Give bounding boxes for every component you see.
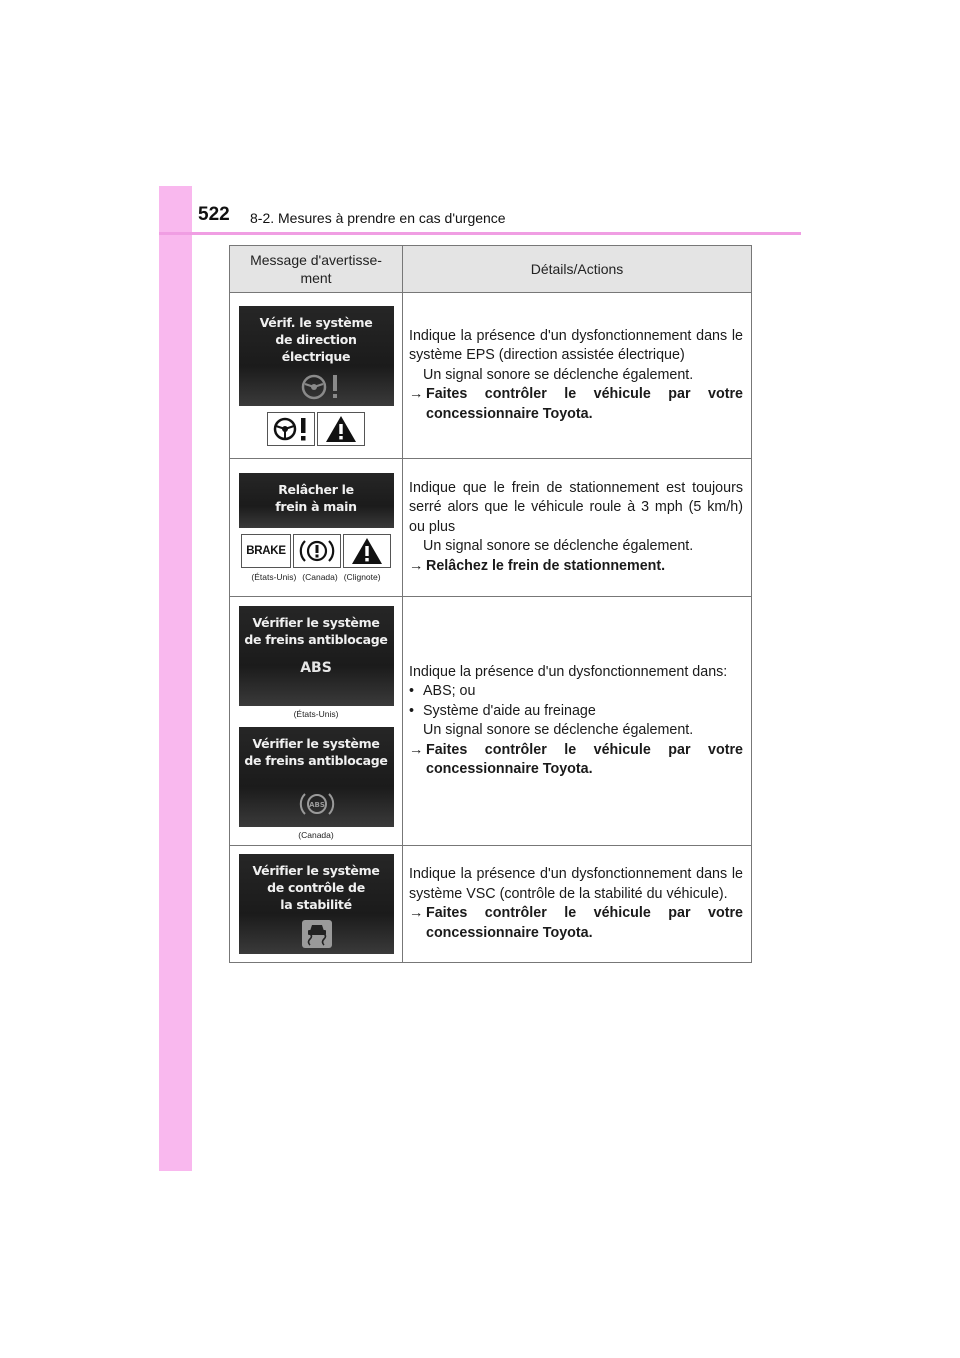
table-row	[230, 846, 752, 963]
display-screen	[239, 306, 394, 406]
arrow-icon: →	[409, 741, 424, 758]
abs-text-icon: ABS	[300, 660, 332, 676]
screen-text: Vérifier le système de freins antiblocage	[244, 615, 388, 647]
message-cell	[230, 459, 403, 597]
eps-warning-icon-box	[267, 412, 315, 446]
screen-text: Vérifier le système de freins antiblocage	[244, 736, 388, 768]
action-text: Faites contrôler le véhicule par votre concessionnaire Toyota.	[426, 386, 743, 422]
arrow-icon: →	[409, 386, 424, 403]
brake-warning-icon	[298, 536, 336, 566]
arrow-icon: →	[409, 905, 424, 921]
abs-circle-icon	[297, 789, 337, 819]
warning-messages-table	[229, 245, 752, 963]
details-cell	[403, 846, 752, 963]
section-title: 8-2. Mesures à prendre en cas d'urgence	[250, 210, 506, 226]
svg-text:ABS: ABS	[308, 801, 325, 809]
details-cell	[403, 293, 752, 459]
message-cell	[230, 846, 403, 963]
details-text: Indique la présence d'un dysfonctionnement dans le système VSC (contrôle de la stabilité du véhicule).	[409, 866, 743, 902]
action-text: Relâchez le frein de stationnement.	[426, 557, 666, 574]
header-details: Détails/Actions	[403, 246, 752, 293]
table-header-row	[230, 246, 752, 293]
caption-usa: (États-Unis)	[251, 572, 297, 582]
arrow-icon: →	[409, 557, 424, 574]
master-warning-icon-box	[317, 412, 365, 446]
details-text: Indique la présence d'un dysfonctionnement dans le système EPS (direction assistée électrique)	[409, 327, 743, 364]
display-screen	[239, 473, 394, 528]
list-item: • Système d'aide au freinage	[409, 702, 596, 719]
message-cell	[230, 597, 403, 846]
brake-text-icon: BRAKE	[246, 545, 286, 557]
warning-triangle-icon	[350, 536, 384, 566]
screen-text: Vérifier le système de contrôle de la stabilité	[252, 863, 380, 912]
brake-circle-icon-box	[293, 534, 341, 568]
details-cell	[403, 459, 752, 597]
display-screen	[239, 854, 394, 954]
header-rule	[159, 232, 801, 235]
details-cell	[403, 597, 752, 846]
master-warning-icon-box	[343, 534, 391, 568]
skid-control-icon	[301, 919, 333, 949]
sound-text: Un signal sonore se déclenche également.	[423, 366, 694, 383]
table-row	[230, 293, 752, 459]
screen-text: Vérif. le système de direction électrique	[259, 314, 373, 364]
steering-warning-icon	[299, 372, 343, 402]
details-text: Indique la présence d'un dysfonctionnement dans:	[409, 663, 728, 680]
caption-canada: (Canada)	[302, 572, 338, 582]
header-message: Message d'avertisse- ment	[230, 246, 403, 293]
side-tab-band	[159, 186, 192, 1171]
display-screen	[239, 727, 394, 827]
caption-blinks: (Clignote)	[343, 572, 381, 582]
details-text: Indique que le frein de stationnement est toujours serré alors que le véhicule roule à 3 mph (5 km/h) ou plus	[409, 479, 743, 535]
page-number: 522	[198, 204, 230, 225]
table-row	[230, 597, 752, 846]
message-cell	[230, 293, 403, 459]
caption-usa: (États-Unis)	[293, 709, 339, 719]
caption-canada: (Canada)	[298, 830, 334, 840]
steering-warning-icon	[271, 415, 311, 443]
action-text: Faites contrôler le véhicule par votre concessionnaire Toyota.	[426, 905, 743, 941]
display-screen	[239, 606, 394, 706]
sound-text: Un signal sonore se déclenche également.	[423, 722, 694, 738]
list-item: • ABS; ou	[409, 683, 476, 699]
warning-triangle-icon	[324, 414, 358, 444]
brake-icon-box	[241, 534, 291, 568]
action-text: Faites contrôler le véhicule par votre concessionnaire Toyota.	[426, 741, 743, 777]
table-row	[230, 459, 752, 597]
screen-text: Relâcher le frein à main	[275, 482, 357, 514]
sound-text: Un signal sonore se déclenche également.	[423, 538, 694, 555]
